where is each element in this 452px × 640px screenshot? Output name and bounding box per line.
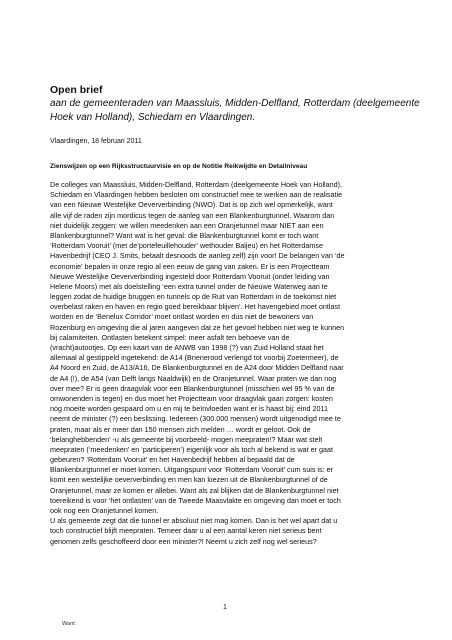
letter-title: Open brief <box>50 84 103 96</box>
body-line: niet duidelijk zeggen: we willen meedenken aan een Oranjetunnel maar NIET aan een <box>50 220 324 230</box>
body-line: de A4 (!), de A54 (van Delft langs Naaldwijk) en de Oranjetunnel. Waar praten we dan nog <box>50 373 337 383</box>
body-line: De colleges van Maassluis, Midden-Delfland, Rotterdam (deelgemeente Hoek van Holland), <box>50 180 343 189</box>
body-line: Schiedam en Vlaardingen hebben besloten om constructief mee te werken aan de realisatie <box>50 190 343 200</box>
body-line: over mee? Er is geen draagvlak voor een Blankenburgtunnel (misschien wel 95 % van de <box>50 383 335 393</box>
body-line: alle vijf de raden zijn mordicus tegen de aanleg van een Blankenburgtunnel. Waarom dan <box>50 210 335 220</box>
body-line: overbelast raken en haven en regio goed bereikbaar blijven’. Het havengebied moet ontlast <box>50 302 341 312</box>
body-line: neemt de minister (?) een beslissing. Iedereen (300.000 mensen) wordt uitgenodigd mee te <box>50 414 341 424</box>
body-line: economie’ bepalen in onze regio al een eeuw de gang van zaken. Er is een Projectteam <box>50 261 330 271</box>
body-line: bij calamiteiten. Ontlasten betekent simpel: meer asfalt ten behoeve van de <box>50 332 290 342</box>
body-line: genomen zelfs geschoffeerd door een minister?! Neemt u zich zelf nog wel serieus? <box>50 536 317 546</box>
body-line: Oranjetunnel, maar ze komen er allebei. Want als zal blijken dat de Blankenburgtunnel niet <box>50 485 339 495</box>
body-line: (vracht)autootjes. Op een kaart van de ANWB van 1998 (?) van Zuid Holland staat het <box>50 343 324 352</box>
body-line: allemaal al gestippeld ingetekend: de A14 (Brienerood verlengd tot voorbij Zoetermeer), de <box>50 353 339 363</box>
body-line: toereikend is voor ‘het ontlasten’ van de Tweede Maasvlakte en omgeving dan moet er toch <box>50 495 341 505</box>
body-line: U als gemeente zegt dat die tunnel er absoluut niet mag komen. Dan is het wel apart dat u <box>50 516 338 526</box>
letter-addressees: aan de gemeenteraden van Maassluis, Midden-Delfland, Rotterdam (deelgemeente Hoek van Holland), Schiedam en Vlaardingen. <box>50 98 420 123</box>
body-line: nog moeite worden gespaard om u en mij te beïnvloeden want er is haast bij: eind 2011 <box>50 404 328 414</box>
body-line: worden en de ‘Benelux Corridor’ moet ontlast worden en dus niet de bewoners van <box>50 312 314 322</box>
body-line: praten, maar als er meer dan 150 mensen zich melden … wordt er geloot. Ook de <box>50 424 311 434</box>
body-line: Blankenburgtunnel er moet komen. Uitgangspunt voor ‘Rotterdam Vooruit’ cum suis is: er <box>50 465 333 475</box>
body-line: leggen zodat de huidige bruggen en tunnels op de Ruit van Rotterdam in de toekomst niet <box>50 292 337 302</box>
body-line: Helene Moors) met als doelstelling ‘een extra tunnel onder de Nieuwe Waterweg aan te <box>50 281 328 291</box>
footnote: Want: <box>62 621 77 627</box>
body-line: meepraten (‘meedenken’ en ‘participeren’) eigenlijk voor als toch al bekend is wat er gaat <box>50 444 333 454</box>
body-line: Blankenburgtunnel? Want wat is het geval: die Blankenburgtunnel komt er toch want <box>50 230 319 240</box>
body-line: Havenbedrijf (CEO J. Smits, betaalt desnoods de aanleg zelf) zijn voor! De belangen van ‘de <box>50 251 345 261</box>
page-number: 1 <box>223 604 227 611</box>
body-line: komt een westelijke oeververbinding en men kan kiezen uit de Blankenburgtunnel of de <box>50 475 328 485</box>
body-line: Nieuwe Westelijke Oeververbinding ingesteld door Rotterdam Vooruit (onder leiding van <box>50 271 330 281</box>
body-line: ‘Rotterdam Vooruit’ (met de’portefeuillehouder’ wethouder Baljeu) en het Rotterdamse <box>50 241 324 251</box>
body-line: gebeuren? ‘Rotterdam Vooruit’ en het Havenbedrijf hebben al bepaald dat de <box>50 455 295 465</box>
body-line: ook nog een Oranjetunnel komen. <box>50 506 159 515</box>
body-line: A4 Noord en Zuid, de A13/A16, De Blankenburgtunnel en de A24 door Midden Delfland naar <box>50 363 344 373</box>
letter-body <box>50 180 410 547</box>
body-line: omwonenden is tegen) en dus moet het Projectteam voor draagvlak gaan zorgen: kosten <box>50 393 333 403</box>
letter-date: Vlaardingen, 18 februari 2011 <box>50 138 142 145</box>
body-line: van een Nieuwe Westelijke Oeververbinding (NWO). Dat is op zich wel opmerkelijk, want <box>50 200 333 210</box>
body-line: toch constructief blijft meepraten. Temeer daar u al een aantal keren niet serieus bent <box>50 526 322 536</box>
letter-subject: Zienswijzen op een Rijksstructuurvisie en op de Notitie Reikwijdte en Detailniveau <box>50 163 308 170</box>
body-line: ‘belanghebbenden’ -u als gemeente bij voorbeeld- mogen meepraten!? Maar wat stelt <box>50 434 323 444</box>
body-line: Rozenburg en omgeving die al jaren aangeven dat ze het gevoel hebben niet weg te kunnen <box>50 322 345 332</box>
